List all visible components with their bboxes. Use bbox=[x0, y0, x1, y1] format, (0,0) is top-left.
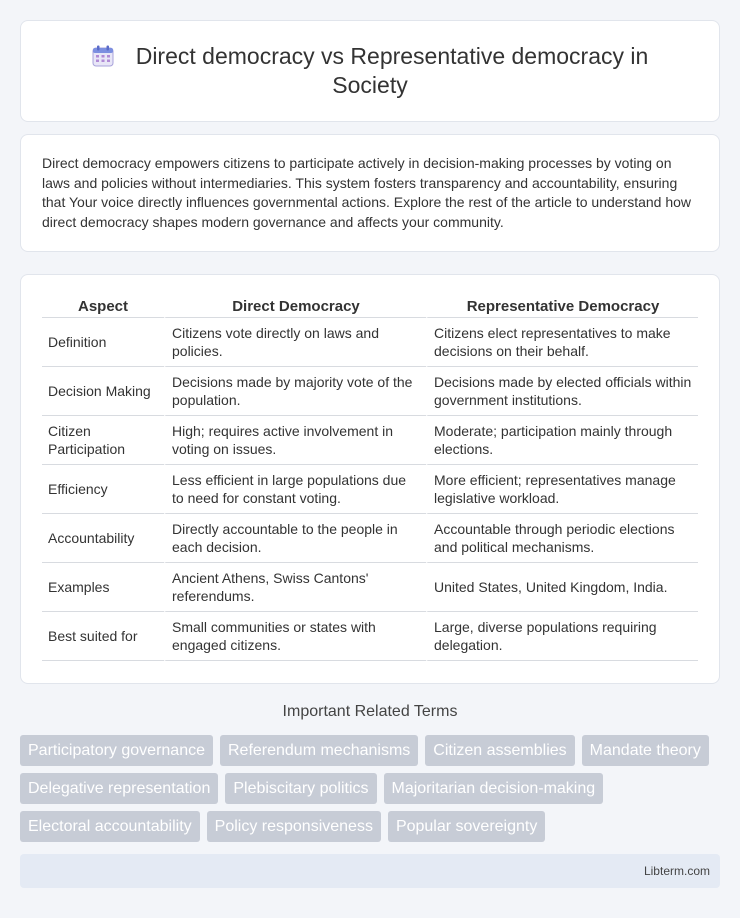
related-term-tag[interactable]: Referendum mechanisms bbox=[220, 735, 418, 766]
table-row bbox=[42, 367, 698, 416]
related-term-tag[interactable]: Policy responsiveness bbox=[207, 811, 381, 842]
cell-representative: Moderate; participation mainly through elections. bbox=[426, 416, 698, 465]
cell-representative: More efficient; representatives manage legislative workload. bbox=[426, 465, 698, 514]
cell-aspect: Accountability bbox=[42, 514, 164, 563]
related-terms-title: Important Related Terms bbox=[282, 703, 458, 720]
related-term-tag[interactable]: Electoral accountability bbox=[20, 811, 200, 842]
related-term-tag[interactable]: Majoritarian decision-making bbox=[384, 773, 604, 804]
cell-direct: Citizens vote directly on laws and policies. bbox=[164, 318, 426, 367]
cell-direct: Decisions made by majority vote of the population. bbox=[164, 367, 426, 416]
header-representative: Representative Democracy bbox=[426, 295, 698, 318]
page-title: Direct democracy vs Representative democracy in Society bbox=[135, 43, 649, 98]
header-direct: Direct Democracy bbox=[164, 295, 426, 318]
cell-representative: Citizens elect representatives to make decisions on their behalf. bbox=[426, 318, 698, 367]
tag-row bbox=[20, 735, 720, 766]
intro-card bbox=[20, 134, 720, 252]
table-row bbox=[42, 563, 698, 612]
table-row bbox=[42, 465, 698, 514]
table-row bbox=[42, 514, 698, 563]
table-header-row bbox=[42, 295, 698, 318]
title-card bbox=[20, 20, 720, 122]
cell-direct: Directly accountable to the people in each decision. bbox=[164, 514, 426, 563]
related-term-tag[interactable]: Plebiscitary politics bbox=[225, 773, 376, 804]
cell-direct: Less efficient in large populations due to need for constant voting. bbox=[164, 465, 426, 514]
header-aspect: Aspect bbox=[42, 295, 164, 318]
intro-text: Direct democracy empowers citizens to participate actively in decision-making processes by voting on laws and policies without intermediaries. This system fosters transparency and accountability, ensuring that Your voice directly influences governmental actions. Explore the rest of the article to understand how direct democracy shapes modern governance and affects your community. bbox=[42, 155, 692, 230]
calendar-icon bbox=[92, 45, 114, 67]
comparison-table-card bbox=[20, 274, 720, 684]
tag-row bbox=[20, 811, 720, 842]
page-title-wrap bbox=[61, 42, 679, 100]
comparison-table bbox=[42, 295, 698, 661]
tag-row bbox=[20, 773, 720, 804]
cell-representative: Large, diverse populations requiring delegation. bbox=[426, 612, 698, 661]
table-row bbox=[42, 318, 698, 367]
cell-aspect: Best suited for bbox=[42, 612, 164, 661]
cell-representative: Decisions made by elected officials within government institutions. bbox=[426, 367, 698, 416]
cell-representative: United States, United Kingdom, India. bbox=[426, 563, 698, 612]
related-term-tag[interactable]: Delegative representation bbox=[20, 773, 218, 804]
cell-aspect: Citizen Participation bbox=[42, 416, 164, 465]
cell-direct: High; requires active involvement in voting on issues. bbox=[164, 416, 426, 465]
footer bbox=[20, 854, 720, 888]
cell-direct: Small communities or states with engaged citizens. bbox=[164, 612, 426, 661]
footer-site-link[interactable]: Libterm.com bbox=[643, 864, 710, 878]
related-terms bbox=[20, 735, 720, 849]
cell-aspect: Efficiency bbox=[42, 465, 164, 514]
cell-aspect: Decision Making bbox=[42, 367, 164, 416]
cell-aspect: Examples bbox=[42, 563, 164, 612]
related-term-tag[interactable]: Citizen assemblies bbox=[425, 735, 574, 766]
table-row bbox=[42, 416, 698, 465]
cell-representative: Accountable through periodic elections and political mechanisms. bbox=[426, 514, 698, 563]
related-term-tag[interactable]: Mandate theory bbox=[582, 735, 709, 766]
cell-aspect: Definition bbox=[42, 318, 164, 367]
related-term-tag[interactable]: Participatory governance bbox=[20, 735, 213, 766]
related-term-tag[interactable]: Popular sovereignty bbox=[388, 811, 545, 842]
table-row bbox=[42, 612, 698, 661]
cell-direct: Ancient Athens, Swiss Cantons' referendums. bbox=[164, 563, 426, 612]
